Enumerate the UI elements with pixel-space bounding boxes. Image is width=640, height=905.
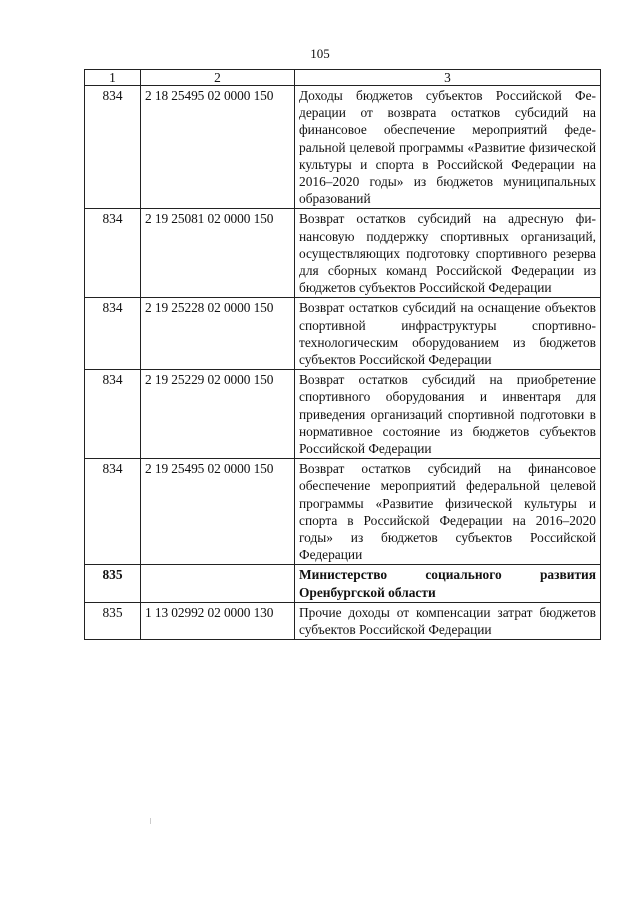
- classification-code-cell: 2 18 25495 02 0000 150: [141, 86, 295, 209]
- table-row: [85, 602, 601, 639]
- description-cell: Возврат остатков субсидий на оснащение объектов спортивной инфраструктуры спортивно-технологическим оборудованием из бюджетов субъектов Российской Федерации: [295, 298, 601, 370]
- admin-code-cell: 834: [85, 459, 141, 565]
- admin-code-cell: 834: [85, 370, 141, 459]
- classification-code-cell: 1 13 02992 02 0000 130: [141, 602, 295, 639]
- admin-code-cell: 834: [85, 86, 141, 209]
- table-row-ministry-heading: [85, 565, 601, 602]
- table-row: [85, 370, 601, 459]
- description-cell: Возврат остатков субсидий на приобретение спортивного оборудования и инвентаря для приведения организаций спортивной подготовки в нормативное состояние из бюджетов субъектов Российской Федерации: [295, 370, 601, 459]
- classification-code-cell: 2 19 25229 02 0000 150: [141, 370, 295, 459]
- column-header-2: 2: [141, 70, 295, 86]
- admin-code-cell: 834: [85, 298, 141, 370]
- table-row: [85, 298, 601, 370]
- admin-code-cell: 835: [85, 602, 141, 639]
- classification-code-cell: 2 19 25495 02 0000 150: [141, 459, 295, 565]
- description-cell: Возврат остатков субсидий на финансовое обеспечение мероприятий федеральной целевой программы «Развитие физической культуры и спорта в Российской Федерации на 2016–2020 годы» из бюджетов субъектов Российской Федерации: [295, 459, 601, 565]
- table-row: [85, 86, 601, 209]
- description-cell: Возврат остатков субсидий на адресную финансовую поддержку спортивных организаций, осуществляющих подготовку спортивного резерва для сборных команд Российской Федерации из бюджетов субъектов Российской Федерации: [295, 209, 601, 298]
- page-number: 105: [310, 46, 330, 61]
- description-cell: Доходы бюджетов субъектов Российской Федерации от возврата остатков субсидий на финансовое обеспечение мероприятий федеральной целевой программы «Развитие физической культуры и спорта в Российской Федерации на 2016–2020 годы» из бюджетов муниципальных образований: [295, 86, 601, 209]
- classification-code-cell: 2 19 25081 02 0000 150: [141, 209, 295, 298]
- admin-code-cell: 835: [85, 565, 141, 602]
- table-header-row: [85, 70, 601, 86]
- ministry-name-cell: Министерство социального развития Оренбургской области: [295, 565, 601, 602]
- table-row: [85, 459, 601, 565]
- table-row: [85, 209, 601, 298]
- budget-code-table: [84, 69, 601, 640]
- description-cell: Прочие доходы от компенсации затрат бюджетов субъектов Российской Федерации: [295, 602, 601, 639]
- column-header-3: 3: [295, 70, 601, 86]
- classification-code-cell: 2 19 25228 02 0000 150: [141, 298, 295, 370]
- classification-code-cell: [141, 565, 295, 602]
- admin-code-cell: 834: [85, 209, 141, 298]
- scan-artifact: [150, 818, 151, 824]
- column-header-1: 1: [85, 70, 141, 86]
